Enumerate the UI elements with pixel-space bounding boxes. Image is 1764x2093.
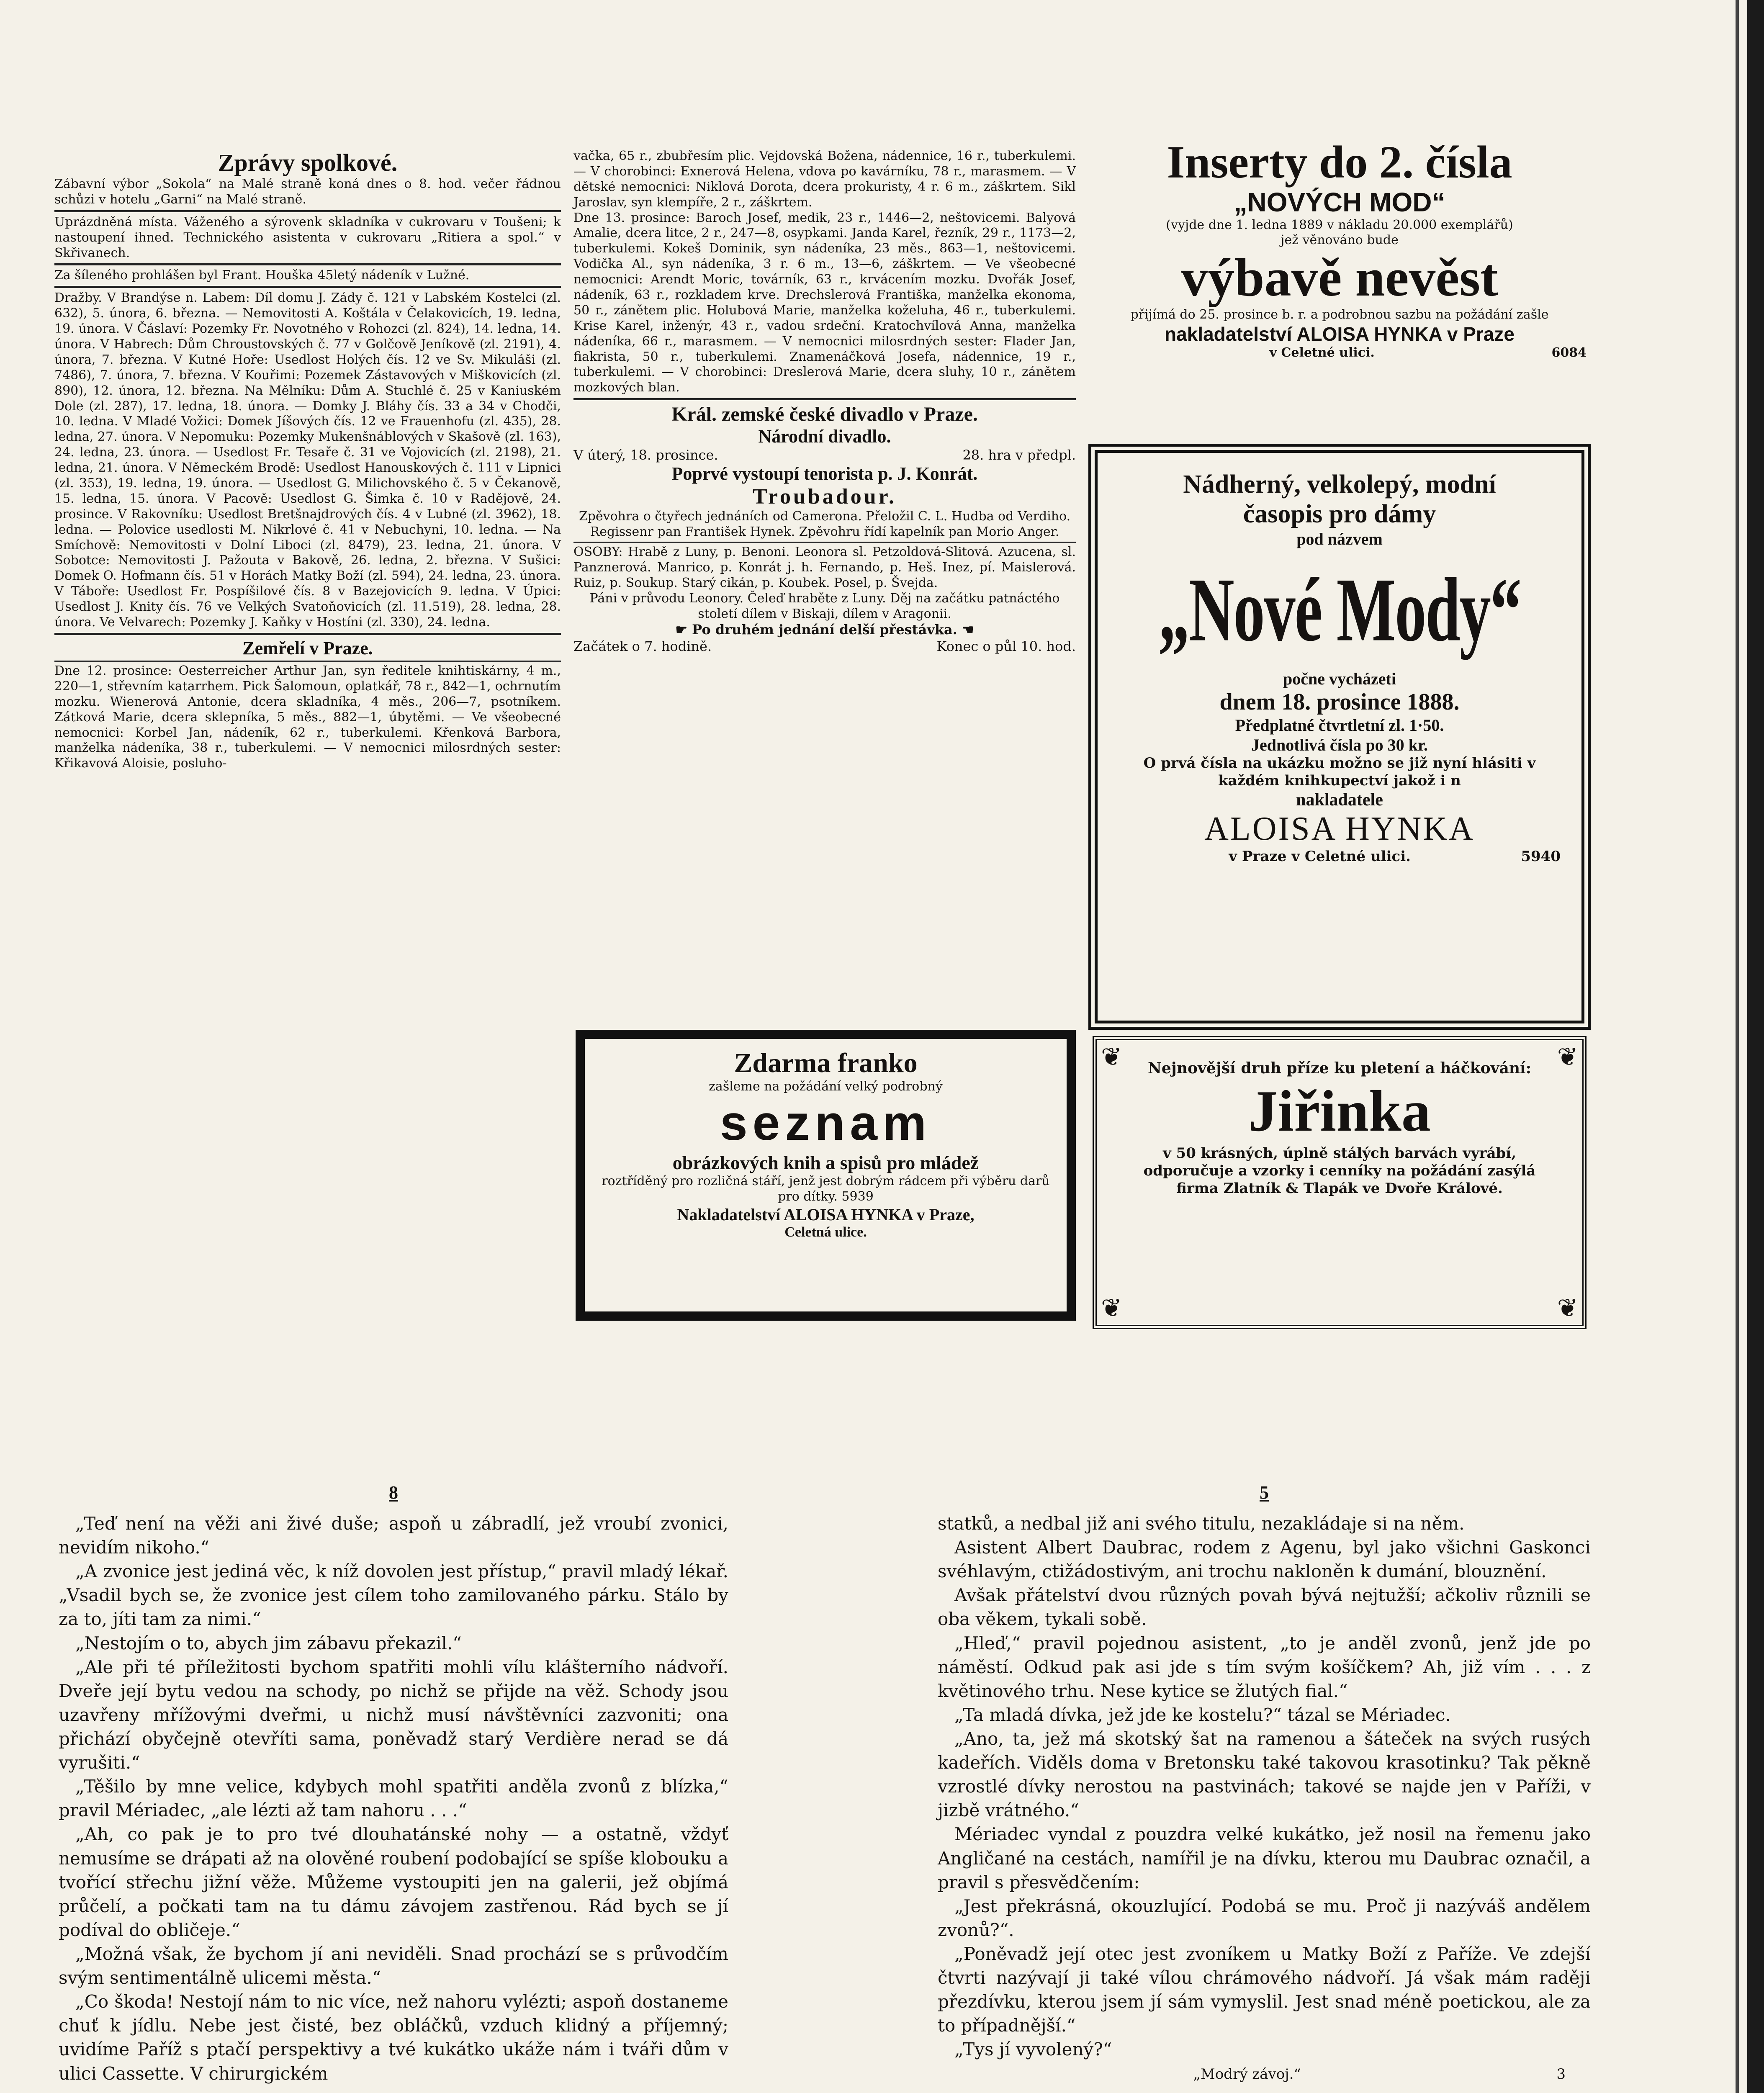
debut-notice: Poprvé vystoupí tenorista p. J. Konrát. [671,463,978,484]
novel-paragraph: Avšak přátelství dvou různých povah bývá nejtužší; ačkoliv různili se oba věkem, tykali sobě. [938,1585,1591,1630]
mody-line: pod názvem [1296,530,1383,548]
mody-address: v Praze v Celetné ulici. [1229,848,1411,865]
column-1 [54,149,561,771]
mody-line: časopis pro dámy [1243,500,1436,528]
ad-address: Celetná ulice. [784,1224,867,1240]
mody-line: počne vycházeti [1283,669,1396,688]
novel-paragraph: „Ah, co pak je to pro tvé dlouhatánské nohy — a ostatně, vždyť nemusíme se drápati až na olověné roubení podobající se spíše klobouku a tvořící střechu jižní věže. Můžeme vystoupiti jen na galerii, jež objímá průčelí, a počkati tam na tu dámu závojem zastřenou. Rád bych se jí podíval do obličeje.“ [59,1824,728,1940]
column-2 [573,149,1076,654]
novel-paragraph: „Jest překrásná, okouzlující. Podobá se mu. Proč ji nazýváš andělem zvonů?“. [938,1895,1591,1940]
section-title-deaths: Zemřelí v Praze. [242,638,373,658]
column-3 [1093,138,1587,360]
paragraph: Uprázdněná místa. Váženého a sýrovenk skladníka v cukrovaru v Toušeni; k nastoupení ihned. Technického asistenta v cukrovaru „Ritiera a spol.“ v Skřivanech. [54,214,561,260]
pointing-hand-icon: ☚ [957,622,974,638]
jirinka-description: v 50 krásných, úplně stálých barvách vyrábí, odporučuje a vzorky i cenníky na požádání zasýlá firma Zlatník & Tlapák ve Dvoře Králové. [1143,1145,1536,1197]
mody-date: dnem 18. prosince 1888. [1219,689,1460,715]
novel-paragraph: „Možná však, že bychom jí ani neviděli. Snad prochází se s průvodčím svým sentimentálně ulicemi města.“ [59,1943,728,1988]
start-time: Začátek o 7. hodině. [573,638,712,654]
auctions-paragraph: Dražby. V Brandýse n. Labem: Díl domu J. Zády č. 121 v Labském Kostelci (zl. 632), 5. února, 6. března. — Nemovitosti A. Koštála v Čelakovicích, 19. ledna, 19. února. V Čáslaví: Pozemky Fr. Novotného v Rohozci (zl. 824), 14. ledna, 14. února. V Habrech: Dům Chroustovských č. 77 v Golčově Jeníkově (zl. 2191), 4. února, 7. března. V Kutné Hoře: Usedlost Holých čís. 12 ve Sv. Mikuláši (zl. 7486), 7. února, 7. března. V Kouřimi: Pozemek Zástavových v Miškovicích (zl. 890), 12. února, 12. března. Na Mělníku: Dům A. Stuchlé č. 25 v Kaniuském Dole (zl. 287), 17. ledna, 18. února. — Domky J. Bláhy čís. 33 a 34 v Chodči, 10. ledna. V Mladé Vožici: Domek Jíšových čís. 12 ve Frauenhofu (zl. 435), 28. ledna, 27. února. V Nepomuku: Pozemky Mukenšnáblových v Skašově (zl. 163), 24. ledna, 23. února. — Usedlost Fr. Tesaře č. 31 ve Vojovicích (zl. 2198), 21. ledna, 21. února. V Německém Brodě: Usedlost Hanouskových č. 111 v Lipnici (zl. 353), 19. ledna, 19. února. — Usedlost G. Milichovského č. 5 v Čekanově, 15. ledna, 15. února. V Pacově: Usedlost G. Šimka č. 10 v Radějově, 24. prosince. V Rakovníku: Usedlost Bretšnajdrových čís. 4 v Lubné (zl. 3962), 18. ledna. — Polovice usedlosti M. Nikrlové č. 41 v Nebuchyni, 10. ledna. — Na Smíchově: Nemovitosti v Dolní Liboci (zl. 8479), 23. ledna, 21. února. V Sobotce: Nemovitosti J. Pažouta v Bakově, 26. ledna, 2. března. V Sušici: Domek O. Hofmann čís. 51 v Horách Matky Boží (zl. 594), 24. ledna, 23. února. V Táboře: Usedlost Fr. Pospíšilové čís. 8 v Bazejovicích 9. ledna. V Úpici: Usedlost J. Knity čís. 76 ve Velkých Svatoňovicích (zl. 11.519), 28. ledna, 28. února. Ve Velvarech: Pozemky J. Kaňky v Hostíni (zl. 330), 24. ledna. [54,291,561,630]
inserty-line: (vyjde dne 1. ledna 1889 v nákladu 20.000 exemplářů) [1166,217,1513,232]
end-time: Konec o půl 10. hod. [936,638,1076,654]
deaths-paragraph: Dne 12. prosince: Oesterreicher Arthur Jan, syn ředitele knihtiskárny, 4 m., 220—1, střevním katarrhem. Pick Šalomoun, oplatkář, 78 r., 842—1, ochrnutím mozku. Wienerová Antonie, dcera skladníka, 4 měs., 206—7, psotníkem. Zátková Marie, dcera sklepníka, 5 měs., 882—1, úbytěmi. — Ve všeobecné nemocnici: Korbel Jan, nádeník, 62 r., tuberkulemi. Křenková Barbora, manželka nádeníka, 38 r., tuberkulemi. — V nemocnici milosrdných sester: Křikavová Aloisie, posluho- [54,663,561,771]
ad-jirinka [1093,1036,1587,1329]
theatre-title: Král. zemské české divadlo v Praze. [671,403,978,426]
novel-paragraph: „Tys jí vyvolený?“ [954,2039,1112,2060]
ad-line: roztříděný pro rozličná stáří, jenž jest dobrým rádcem při výběru darů pro dítky. 5939 [602,1173,1050,1204]
paragraph: Zábavní výbor „Sokola“ na Malé straně koná dnes o 8. hod. večer řádnou schůzi v hotelu „Garni“ na Malé straně. [54,177,561,207]
ornament-corner-icon: ❦ [1557,1042,1578,1072]
jirinka-title: Jiřinka [1248,1079,1431,1144]
divider [54,286,561,288]
ad-title: Zdarma franko [734,1048,918,1078]
jirinka-line: Nejnovější druh příze ku pletení a háčkování: [1148,1059,1531,1077]
inserty-magazine: „NOVÝCH MOD“ [1234,187,1445,217]
novel-paragraph: „Ale při té příležitosti bychom spatřiti mohli vílu klášterního nádvoří. Dveře její bytu vedou na schody, po nichž se přijde na věž. Schody jsou uzavřeny mřížovými dveřmi, u nichž musí návštěvníci zazvoniti; ona přichází obyčejně otevříti sama, poněvadž starý Verdière nerad se dá vyrušiti.“ [59,1656,728,1773]
inserty-line: jež věnováno bude [1281,233,1399,248]
novel-paragraph: „Nestojím o to, abych jim zábavu překazil.“ [75,1633,462,1653]
novel-paragraph: Asistent Albert Daubrac, rodem z Agenu, byl jako všichni Gaskonci svéhlavým, ctižádostivým, ani trochu nakloněn k dumání, blouznění. [938,1537,1591,1582]
ad-big-word: seznam [720,1095,931,1151]
novel-paragraph: „Ta mladá dívka, jež jde ke kostelu?“ tázal se Mériadec. [954,1704,1451,1725]
mody-publisher: ALOISA HYNKA [1204,810,1475,847]
page-number: 5 [1260,1482,1269,1503]
inserty-big: výbavě nevěst [1181,248,1498,308]
cast-list: OSOBY: Hrabě z Luny, p. Benoni. Leonora sl. Petzoldová-Slitová. Azucena, sl. Panznerová. Manrico, p. Konrát j. h. Fernando, p. Heš. Inez, pí. Maislerová. Ruiz, p. Soukup. Starý cikán, p. Koubek. Posel, p. Švejda. [573,545,1076,590]
divider [54,263,561,265]
mody-line: Předplatné čtvrtletní zl. 1·50. [1235,716,1444,735]
deaths-paragraph-2: Dne 13. prosince: Baroch Josef, medik, 23 r., 1446—2, neštovicemi. Balyová Amalie, dcera litce, 2 r., 247—8, osypkami. Janda Karel, řezník, 29 r., 1173—2, tuberkulemi. Kokeš Dominik, syn nádeníka, 23 měs., 863—1, neštovicemi. Vodička Al., syn nádeníka, 3 r. 6 m., 13—6, záškrtem. — Ve všeobecné nemocnici: Arendt Moric, továrník, 63 r., krvácením mozku. Dvořák Josef, nádeník, 63 r., rozkladem krve. Drechslerová Františka, manželka ekonoma, 50 r., zánětem plic. Holubová Marie, manželka koželuha, 46 r., tuberkulemi. Krise Karel, inženýr, 43 r., vadou srdeční. Kratochvílová Anna, manželka nádeníka, 66 r., marasmem. — V nemocnici milosrdných sester: Flader Jan, fiakrista, 50 r., tuberkulemi. Znamenáčková Josefa, nádennice, 19 r., tuberkulemi. — V chorobinci: Dreslerová Marie, dcera sluhy, 10 r., zánětem mozkových blan. [573,210,1076,395]
divider [54,633,561,635]
inserty-line: přijímá do 25. prosince b. r. a podrobnou sazbu na požádání zašle [1130,307,1549,322]
novel-paragraph: „Hleď,“ pravil pojednou asistent, „to je anděl zvonů, jenž jde po náměstí. Odkud pak asi jde s tím svým košíčkem? Ah, již vím . . . z květinového trhu. Nese kytice se žlutých fial.“ [938,1633,1591,1701]
ad-seznam [576,1030,1076,1321]
novel-paragraph: Mériadec vyndal z pouzdra velké kukátko, jež nosil na řemenu jako Angličané na cestách, namířil je na dívku, kterou mu Daubrac označil, a pravil s přesvědčením: [938,1824,1591,1892]
page-edge [1747,0,1764,2093]
mody-line: Nádherný, velkolepý, modní [1183,470,1496,499]
ad-nove-mody [1088,444,1591,1030]
opera-description: Zpěvohra o čtyřech jednáních od Camerona. Přeložil C. L. Hudba od Verdiho. Regissenr pan František Hynek. Zpěvohru řídí kapelník pan Morio Anger. [579,509,1071,540]
novel-paragraph: „A zvonice jest jediná věc, k níž dovolen jest přístup,“ pravil mladý lékař. „Vsadil bych se, že zvonice jest cílem toho zamilovaného párku. Stálo by za to, jíti tam za nimi.“ [59,1561,728,1630]
divider [54,210,561,212]
inserty-publisher: nakladatelství ALOISA HYNKA v Praze [1165,323,1515,345]
deaths-continued: vačka, 65 r., zbubřesím plic. Vejdovská Božena, nádennice, 16 r., tuberkulemi. — V chorobinci: Exnerová Helena, vdova po kavárníku, 78 r., marasmem. — V dětské nemocnici: Niklová Dorota, dcera prokuristy, 4 r. 6 m., záškrtem. Sikl Jaroslav, syn klempíře, 2 r., záškrtem. [573,149,1076,210]
paragraph: Za šíleného prohlášen byl Frant. Houška 45letý nádeník v Lužné. [54,268,470,283]
mody-line: nakladatele [1296,790,1383,810]
divider [573,542,1076,543]
novel-page-right [938,1482,1591,2083]
mody-number: 5940 [1521,848,1561,865]
ornament-corner-icon: ❦ [1557,1293,1578,1323]
novel-paragraph: „Poněvadž její otec jest zvoníkem u Matky Boží z Paříže. Ve zdejší čtvrti nazývají ji také vílou chrámového nádvoří. Já však mám raději přezdívku, kterou jsem jí sám vymyslil. Jest snad méně poetickou, ale za to případnější.“ [938,1943,1591,2036]
page-edge-line [1736,0,1739,2093]
ad-publisher: Nakladatelství ALOISA HYNKA v Praze, [677,1205,975,1224]
mody-line: Jednotlivá čísla po 30 kr. [1251,735,1428,754]
opera-title: Troubadour. [753,485,897,509]
running-footer-title: „Modrý závoj.“ [1193,2065,1301,2083]
divider [54,661,561,662]
novel-paragraph: „Těšilo by mne velice, kdybych mohl spatřiti anděla zvonů z blízka,“ pravil Mériadec, „ale lézti až tam nahoru . . .“ [59,1776,728,1821]
pointing-hand-icon: ☛ [675,622,692,638]
inserty-number: 6084 [1551,345,1587,360]
novel-paragraph: statků, a nedbal již ani svého titulu, nezakládaje si na něm. [938,1513,1465,1534]
section-title-spolkove: Zprávy spolkové. [218,149,398,176]
ornament-corner-icon: ❦ [1101,1293,1122,1323]
page-number: 8 [389,1482,398,1503]
inserty-title: Inserty do 2. čísla [1167,136,1512,188]
novel-paragraph: „Ano, ta, jež má skotský šat na ramenou a šáteček na svých rusých kadeřích. Viděls doma v Bretonsku také takovou krasotinku? Tak pěkně vzrostlé dívky nerostou na pastvinách; takové se najde jen v Paříži, v jizbě vrátného.“ [938,1728,1591,1821]
ornament-corner-icon: ❦ [1101,1042,1122,1072]
mody-line: O prvá čísla na ukázku možno se již nyní hlásiti v každém knihkupectví jakož i n [1143,755,1536,789]
intermission-note: Po druhém jednání delší přestávka. [692,622,957,638]
novel-paragraph: „Teď není na věži ani živé duše; aspoň u zábradlí, jež vroubí zvonici, nevidím nikoho.“ [59,1513,728,1558]
inserty-address: v Celetné ulici. [1269,345,1375,360]
ad-line: zašleme na požádání velký podrobný [709,1079,943,1094]
mody-title: „Nové Mody“ [1158,559,1521,661]
signature-number: 3 [1556,2065,1566,2083]
divider [573,398,1076,400]
ad-line: obrázkových knih a spisů pro mládež [672,1152,979,1173]
cast-note: Páni v průvodu Leonory. Čeleď hraběte z Luny. Děj na začátku patnáctého století dílem v Biskaji, dílem v Aragonii. [589,591,1060,621]
subscription-number: 28. hra v předpl. [962,447,1076,463]
novel-page-left [59,1482,728,2085]
performance-date: V úterý, 18. prosince. [573,447,718,463]
theatre-subtitle: Národní divadlo. [758,426,891,447]
novel-paragraph: „Co škoda! Nestojí nám to nic více, než nahoru vylézti; aspoň dostaneme chuť k jídlu. Nebe jest čisté, bez obláčků, vzduch klidný a příjemný; uvidíme Paříž s ptačí perspektivy a tvé kukátko ukáže nám i tváři dům v ulici Cassette. V chirurgickém [59,1991,728,2084]
